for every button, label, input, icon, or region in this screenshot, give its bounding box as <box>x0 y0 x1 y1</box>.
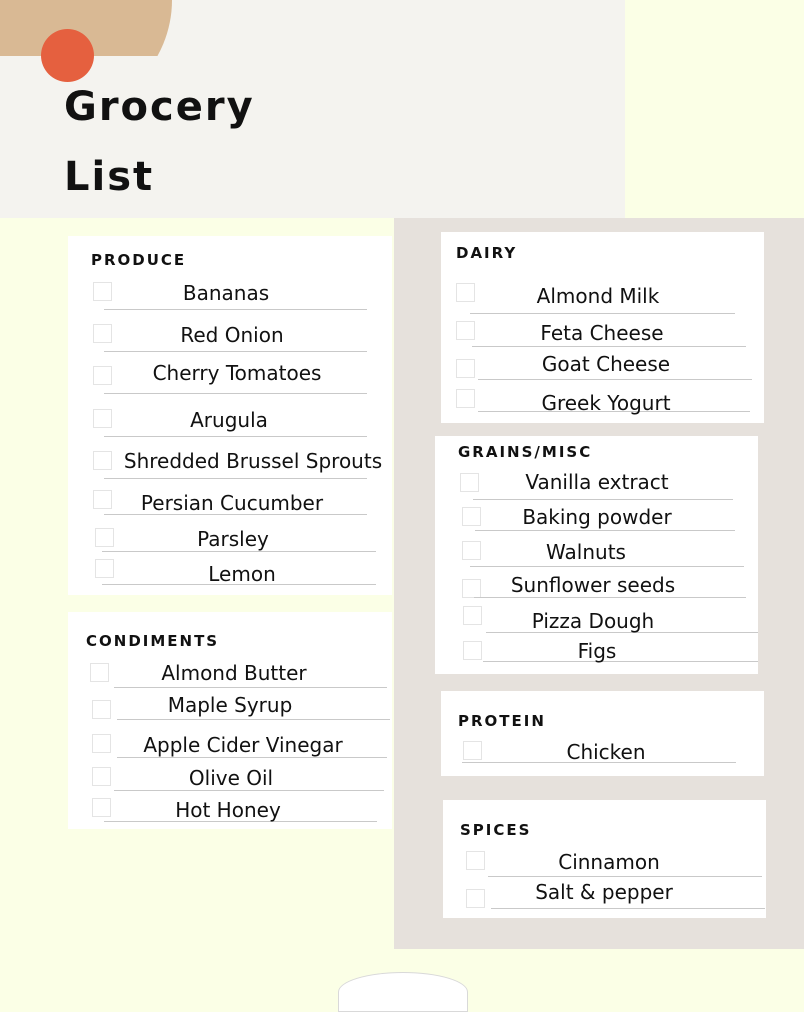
item-underline <box>102 551 376 552</box>
item-label: Apple Cider Vinegar <box>143 733 343 757</box>
checkbox[interactable] <box>93 409 112 428</box>
item-underline <box>470 313 735 314</box>
item-label: Lemon <box>208 562 276 586</box>
checkbox[interactable] <box>460 473 479 492</box>
checkbox[interactable] <box>93 451 112 470</box>
grains-heading: GRAINS/MISC <box>458 443 593 461</box>
item-underline <box>491 908 765 909</box>
item-underline <box>104 478 367 479</box>
item-label: Cinnamon <box>558 850 660 874</box>
checkbox[interactable] <box>463 741 482 760</box>
item-label: Red Onion <box>180 323 284 347</box>
checkbox[interactable] <box>95 559 114 578</box>
item-underline <box>470 566 744 567</box>
checkbox[interactable] <box>456 389 475 408</box>
item-label: Greek Yogurt <box>541 391 671 415</box>
item-label: Almond Milk <box>536 284 660 308</box>
checkbox[interactable] <box>92 734 111 753</box>
item-underline <box>474 597 746 598</box>
item-underline <box>472 346 746 347</box>
item-underline <box>104 436 367 437</box>
item-label: Vanilla extract <box>525 470 669 494</box>
condiments-card <box>68 612 392 829</box>
checkbox[interactable] <box>462 541 481 560</box>
item-label: Cherry Tomatoes <box>152 361 322 385</box>
item-underline <box>104 309 367 310</box>
item-label: Goat Cheese <box>541 352 671 376</box>
item-label: Maple Syrup <box>167 693 293 717</box>
item-label: Baking powder <box>522 505 672 529</box>
item-underline <box>104 351 367 352</box>
checkbox[interactable] <box>456 359 475 378</box>
checkbox[interactable] <box>463 641 482 660</box>
item-label: Pizza Dough <box>531 609 655 633</box>
checkbox[interactable] <box>92 700 111 719</box>
item-label: Sunflower seeds <box>510 573 676 597</box>
item-underline <box>488 876 762 877</box>
checkbox[interactable] <box>93 366 112 385</box>
item-label: Olive Oil <box>188 766 274 790</box>
item-underline <box>104 393 367 394</box>
title-line-2: List <box>64 154 155 200</box>
item-label: Hot Honey <box>175 798 281 822</box>
checkbox[interactable] <box>93 282 112 301</box>
item-underline <box>478 379 752 380</box>
item-label: Feta Cheese <box>540 321 664 345</box>
checkbox[interactable] <box>456 283 475 302</box>
item-underline <box>475 530 735 531</box>
checkbox[interactable] <box>466 889 485 908</box>
item-underline <box>473 499 733 500</box>
item-underline <box>117 719 390 720</box>
item-label: Walnuts <box>546 540 626 564</box>
checkbox[interactable] <box>462 579 481 598</box>
page-indicator-arc <box>338 972 468 1012</box>
checkbox[interactable] <box>95 528 114 547</box>
checkbox[interactable] <box>456 321 475 340</box>
produce-heading: PRODUCE <box>91 251 187 269</box>
item-label: Shredded Brussel Sprouts <box>123 449 383 473</box>
item-underline <box>114 790 384 791</box>
item-underline <box>483 661 758 662</box>
item-underline <box>114 687 387 688</box>
title-line-1: Grocery <box>64 84 255 130</box>
item-label: Almond Butter <box>161 661 307 685</box>
item-label: Parsley <box>197 527 269 551</box>
item-label: Chicken <box>566 740 646 764</box>
checkbox[interactable] <box>90 663 109 682</box>
checkbox[interactable] <box>463 606 482 625</box>
condiments-heading: CONDIMENTS <box>86 632 220 650</box>
checkbox[interactable] <box>92 798 111 817</box>
checkbox[interactable] <box>93 490 112 509</box>
checkbox[interactable] <box>462 507 481 526</box>
checkbox[interactable] <box>92 767 111 786</box>
item-underline <box>117 757 387 758</box>
checkbox[interactable] <box>466 851 485 870</box>
item-label: Bananas <box>182 281 270 305</box>
item-label: Arugula <box>190 408 268 432</box>
dairy-heading: DAIRY <box>456 244 518 262</box>
item-label: Salt & pepper <box>535 880 673 904</box>
checkbox[interactable] <box>93 324 112 343</box>
item-label: Figs <box>577 639 617 663</box>
spices-heading: SPICES <box>460 821 532 839</box>
item-label: Persian Cucumber <box>140 491 324 515</box>
protein-heading: PROTEIN <box>458 712 546 730</box>
page-title <box>64 72 255 212</box>
